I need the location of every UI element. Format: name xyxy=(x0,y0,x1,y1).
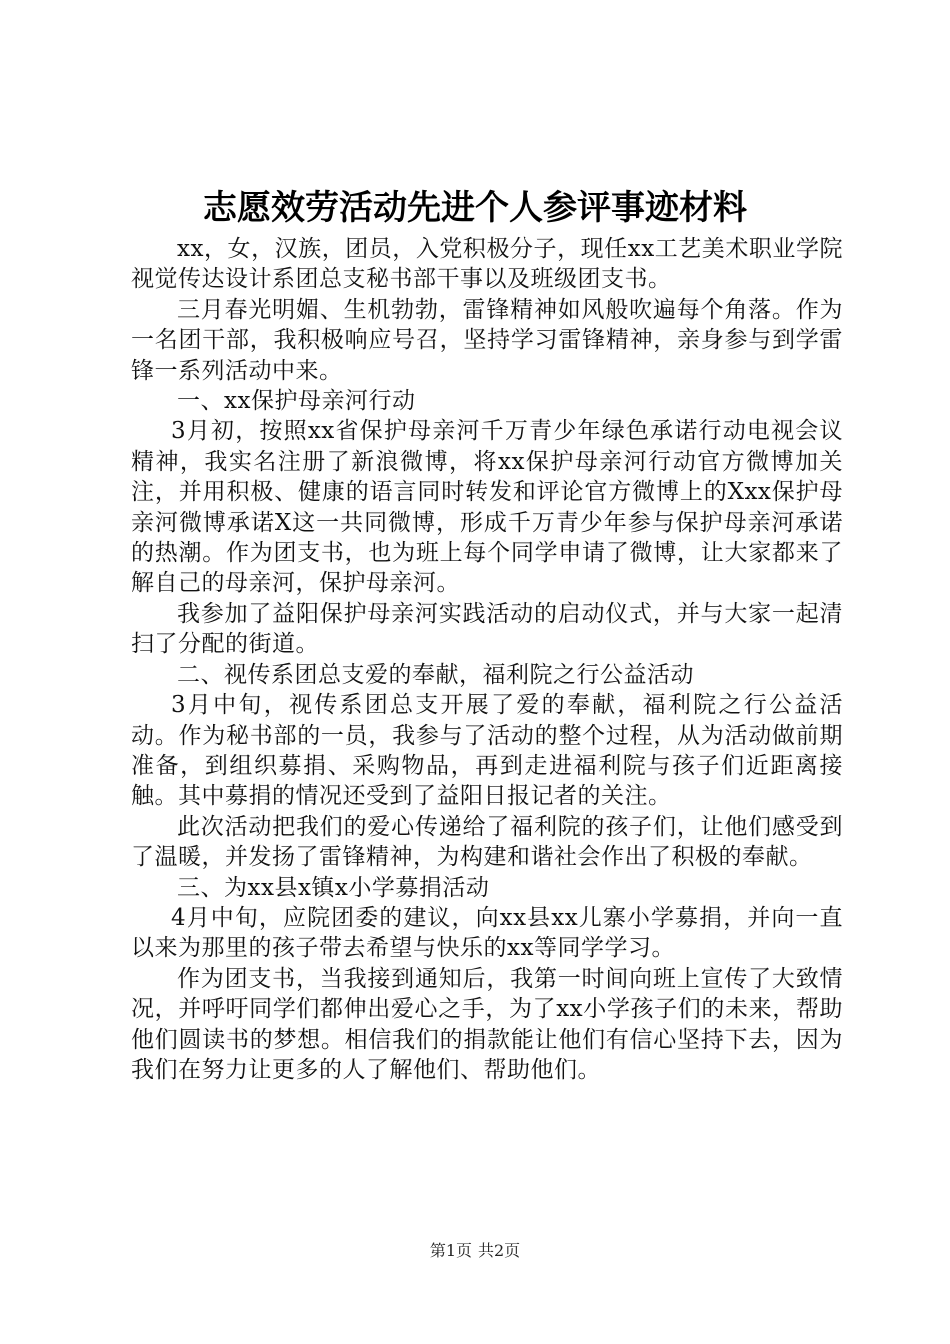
paragraph-warmth: 此次活动把我们的爱心传递给了福利院的孩子们，让他们感受到了温暖，并发扬了雷锋精神，为构建和谐社会作出了积极的奉献。 xyxy=(131,813,843,871)
paragraph-weibo: 3月初，按照xx省保护母亲河千万青少年绿色承诺行动电视会议精神，我实名注册了新浪微博，将xx保护母亲河行动官方微博加关注，并用积极、健康的语言同时转发和评论官方微博上的Xxx保护母亲河微博承诺X这一共同微博，形成千万青少年参与保护母亲河承诺的热潮。作为团支书，也为班上每个同学申请了微博，让大家都来了解自己的母亲河，保护母亲河。 xyxy=(131,418,843,597)
paragraph-appeal: 作为团支书，当我接到通知后，我第一时间向班上宣传了大致情况，并呼吁同学们都伸出爱心之手，为了xx小学孩子们的未来，帮助他们圆读书的梦想。相信我们的捐款能让他们有信心坚持下去，因为我们在努力让更多的人了解他们、帮助他们。 xyxy=(131,965,843,1083)
paragraph-cleanup: 我参加了益阳保护母亲河实践活动的启动仪式，并与大家一起清扫了分配的街道。 xyxy=(131,600,843,658)
page-footer xyxy=(0,1240,950,1262)
paragraph-donation: 4月中旬，应院团委的建议，向xx县xx儿寨小学募捐，并向一直以来为那里的孩子带去希望与快乐的xx等同学学习。 xyxy=(131,904,843,962)
section-heading-3: 三、为xx县x镇x小学募捐活动 xyxy=(177,874,490,901)
document-body xyxy=(131,234,843,1085)
page-total: 共2页 xyxy=(478,1241,521,1260)
section-heading-2: 二、视传系团总支爱的奉献，福利院之行公益活动 xyxy=(177,661,694,688)
paragraph-intro: xx，女，汉族，团员，入党积极分子，现任xx工艺美术职业学院视觉传达设计系团总支秘书部干事以及班级团支书。 xyxy=(131,236,843,293)
page-number: 第1页 xyxy=(429,1241,472,1260)
document-title: 志愿效劳活动先进个人参评事迹材料 xyxy=(203,188,747,228)
section-heading-1: 一、xx保护母亲河行动 xyxy=(177,388,416,415)
paragraph-march: 三月春光明媚、生机勃勃，雷锋精神如风般吹遍每个角落。作为一名团干部，我积极响应号召，坚持学习雷锋精神，亲身参与到学雷锋一系列活动中来。 xyxy=(131,296,843,384)
paragraph-welfare: 3月中旬，视传系团总支开展了爱的奉献，福利院之行公益活动。作为秘书部的一员，我参与了活动的整个过程，从为活动做前期准备，到组织募捐、采购物品，再到走进福利院与孩子们近距离接触。其中募捐的情况还受到了益阳日报记者的关注。 xyxy=(131,692,843,810)
